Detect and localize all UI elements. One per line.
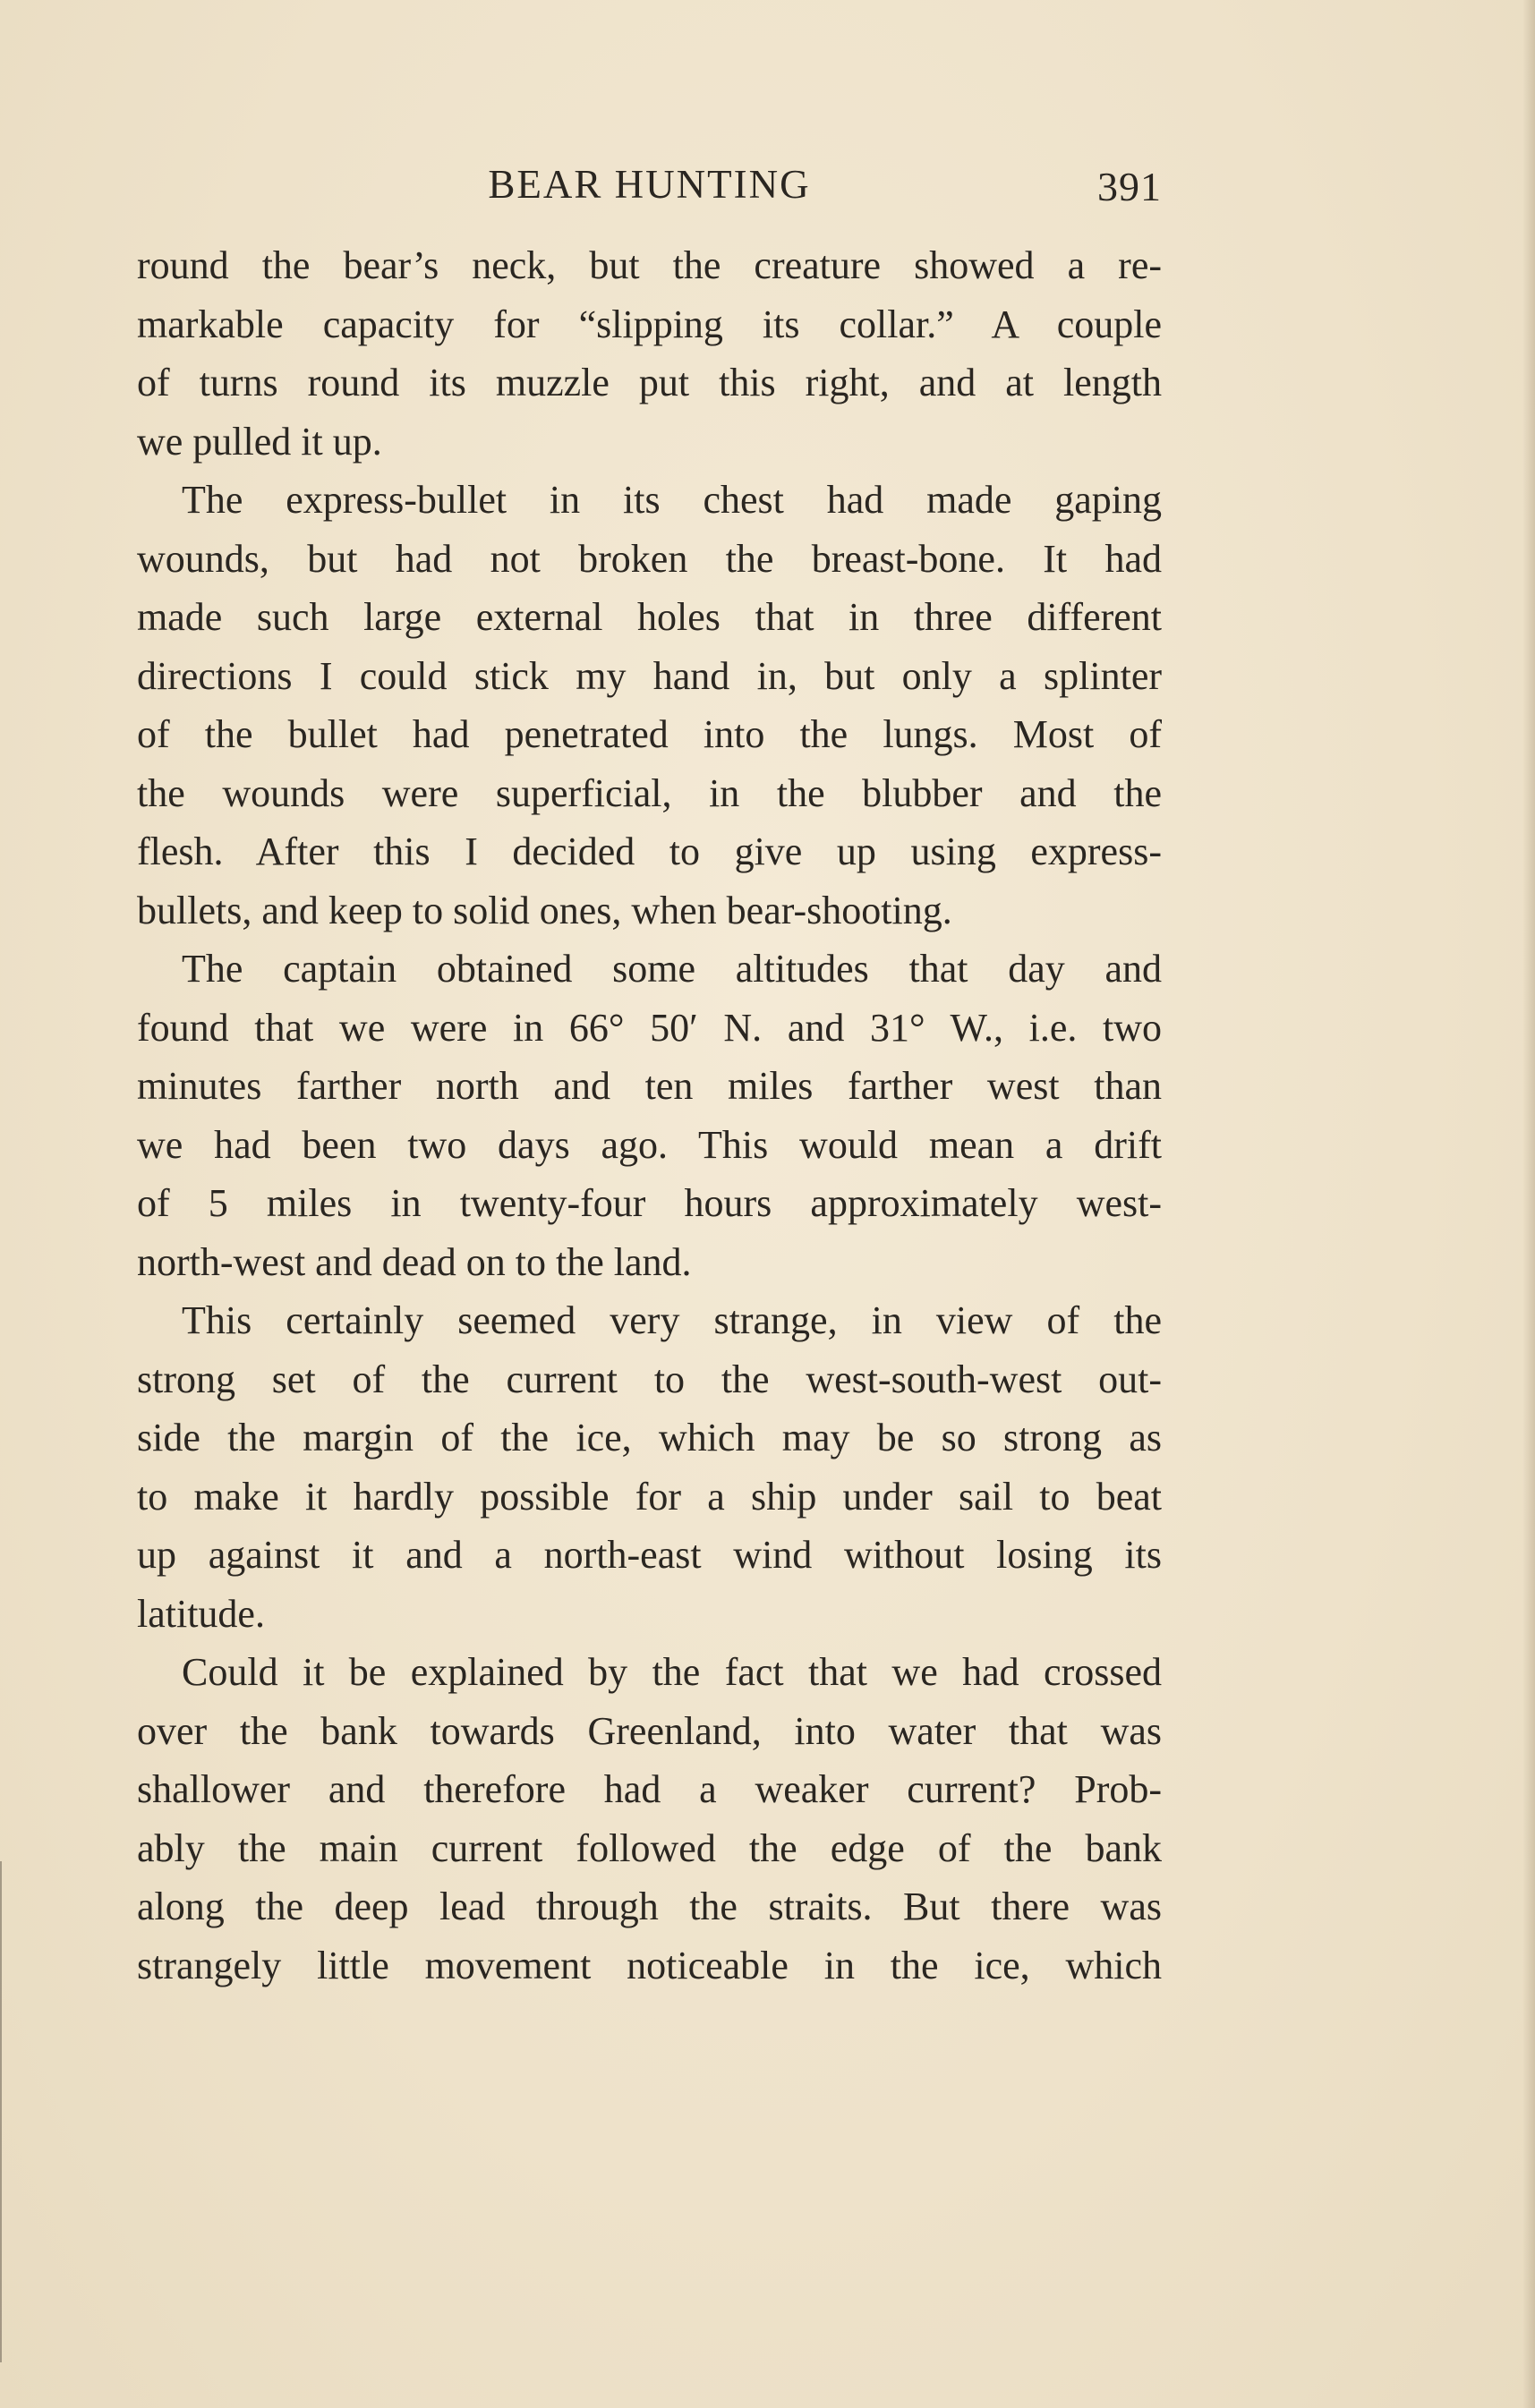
- text-line: The captain obtained some altitudes that day and: [182, 947, 1162, 991]
- text-line: ably the main current followed the edge of the bank: [137, 1825, 1162, 1870]
- text-line: wounds, but had not broken the breast-bone. It had: [137, 536, 1162, 581]
- text-line: markable capacity for “slipping its collar.” A couple: [137, 302, 1162, 346]
- page-number: 391: [1097, 164, 1162, 209]
- text-line: directions I could stick my hand in, but only a splinter: [137, 653, 1162, 698]
- text-line: latitude.: [137, 1591, 265, 1636]
- text-line: side the margin of the ice, which may be so strong as: [137, 1416, 1162, 1459]
- running-head: [137, 157, 1162, 211]
- text-line: made such large external holes that in three different: [137, 595, 1162, 639]
- text-line: Could it be explained by the fact that we had crossed: [182, 1650, 1162, 1694]
- text-line: shallower and therefore had a weaker current? Prob-: [137, 1767, 1162, 1811]
- text-line: north-west and dead on to the land.: [137, 1239, 692, 1284]
- text-line: round the bear’s neck, but the creature showed a re-: [137, 243, 1162, 287]
- text-line: we had been two days ago. This would mean a drift: [137, 1122, 1162, 1167]
- text-line: strong set of the current to the west-south-west out-: [137, 1357, 1162, 1401]
- text-line: of turns round its muzzle put this right, and at length: [137, 361, 1162, 404]
- text-line: of 5 miles in twenty-four hours approximately west-: [137, 1181, 1162, 1225]
- page-edge-shadow: [1522, 0, 1535, 2408]
- text-line: along the deep lead through the straits. But there was: [137, 1885, 1162, 1928]
- text-line: This certainly seemed very strange, in view of the: [182, 1298, 1162, 1342]
- text-line: bullets, and keep to solid ones, when bear-shooting.: [137, 888, 952, 932]
- text-line: The express-bullet in its chest had made gaping: [182, 478, 1162, 522]
- text-line: flesh. After this I decided to give up using express-: [137, 830, 1162, 873]
- text-line: the wounds were superficial, in the blubber and the: [137, 770, 1162, 815]
- text-line: over the bank towards Greenland, into water that was: [137, 1708, 1162, 1753]
- text-line: to make it hardly possible for a ship under sail to beat: [137, 1474, 1162, 1519]
- text-line: of the bullet had penetrated into the lungs. Most of: [137, 712, 1162, 756]
- body-text: [137, 236, 1162, 1995]
- running-title: BEAR HUNTING: [488, 162, 811, 207]
- text-line: minutes farther north and ten miles farther west than: [137, 1064, 1162, 1108]
- text-line: found that we were in 66° 50′ N. and 31° W., i.e. two: [137, 1005, 1162, 1050]
- text-line: strangely little movement noticeable in the ice, which: [137, 1943, 1162, 1987]
- text-line: we pulled it up.: [137, 419, 382, 464]
- binding-mark: [0, 1861, 11, 2362]
- text-line: up against it and a north-east wind without losing its: [137, 1533, 1162, 1577]
